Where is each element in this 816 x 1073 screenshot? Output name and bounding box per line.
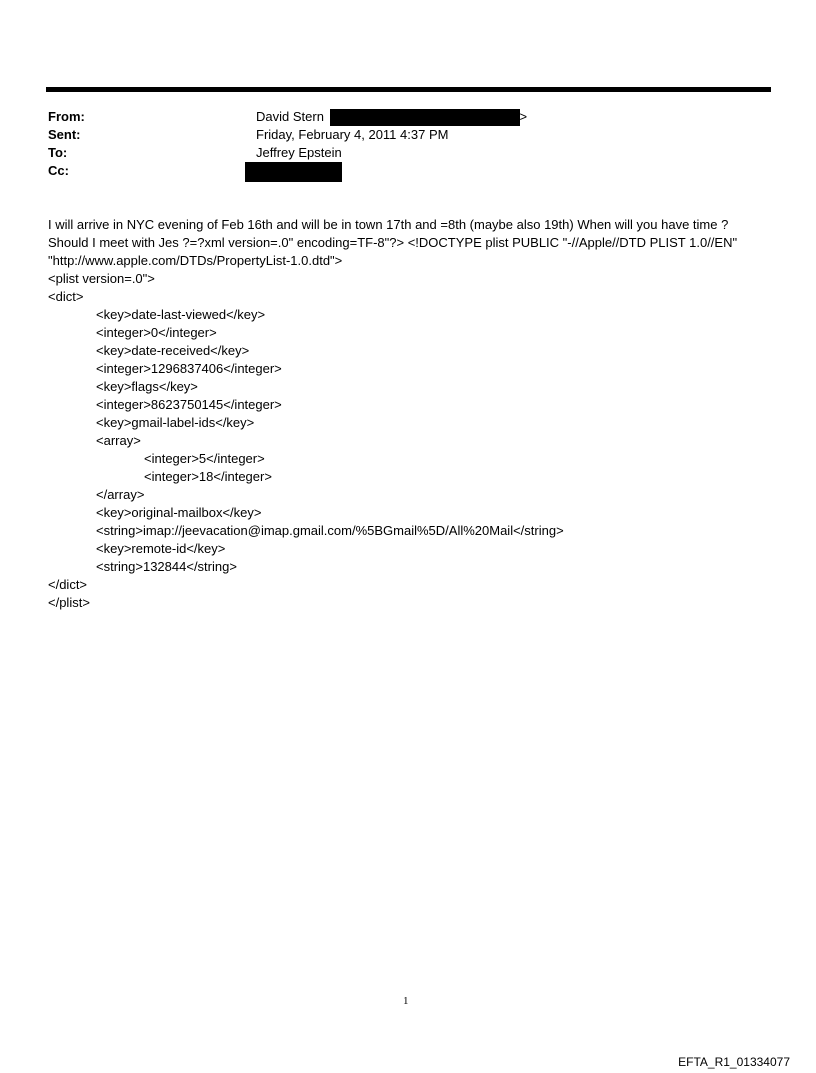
body-line: Should I meet with Jes ?=?xml version=.0" encoding=TF-8"?> <!DOCTYPE plist PUBLIC "-//Apple//DTD PLIST 1.0//EN" [48, 235, 738, 250]
body-line: <integer>5</integer> [144, 451, 265, 466]
body-line: I will arrive in NYC evening of Feb 16th and will be in town 17th and =8th (maybe also 19th) When will you have time ? [48, 217, 729, 232]
body-line: <key>original-mailbox</key> [96, 505, 262, 520]
from-value [256, 108, 527, 126]
cc-redaction [245, 162, 342, 182]
sent-label: Sent: [48, 127, 81, 142]
document-id: EFTA_R1_01334077 [678, 1055, 790, 1069]
to-value: Jeffrey Epstein [256, 145, 342, 160]
body-line: <key>flags</key> [96, 379, 198, 394]
body-line: <string>132844</string> [96, 559, 237, 574]
body-line: "http://www.apple.com/DTDs/PropertyList-1.0.dtd"> [48, 253, 343, 268]
body-line: <key>date-received</key> [96, 343, 250, 358]
from-redaction-tail: > [519, 109, 528, 124]
body-line: </plist> [48, 595, 90, 610]
body-line: <array> [96, 433, 141, 448]
cc-value [245, 162, 342, 182]
from-name: David Stern [256, 109, 324, 124]
page-number: 1 [403, 995, 409, 1007]
body-line: <string>imap://jeevacation@imap.gmail.com/%5BGmail%5D/All%20Mail</string> [96, 523, 564, 538]
body-line: <dict> [48, 289, 84, 304]
body-line: <key>date-last-viewed</key> [96, 307, 266, 322]
email-body [48, 216, 778, 612]
cc-label: Cc: [48, 163, 69, 178]
body-line: <plist version=.0"> [48, 271, 155, 286]
header-rule [46, 87, 771, 92]
from-label: From: [48, 109, 85, 124]
body-line: <key>gmail-label-ids</key> [96, 415, 255, 430]
body-line: </array> [96, 487, 145, 502]
body-line: <integer>1296837406</integer> [96, 361, 282, 376]
body-line: <integer>8623750145</integer> [96, 397, 282, 412]
body-line: <integer>0</integer> [96, 325, 217, 340]
from-email-redaction [330, 109, 520, 126]
body-line: </dict> [48, 577, 88, 592]
to-label: To: [48, 145, 68, 160]
body-line: <key>remote-id</key> [96, 541, 226, 556]
sent-value: Friday, February 4, 2011 4:37 PM [256, 127, 449, 142]
body-line: <integer>18</integer> [144, 469, 272, 484]
